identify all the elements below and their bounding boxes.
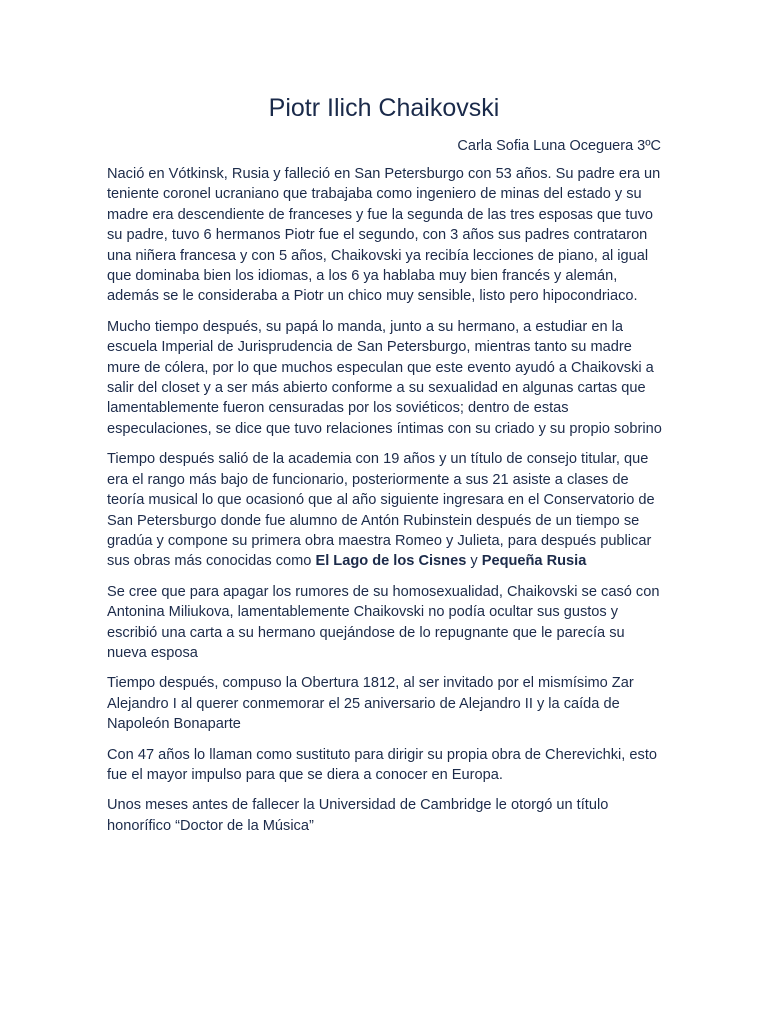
document-body — [107, 164, 667, 846]
author-line: Carla Sofia Luna Oceguera 3ºC — [457, 138, 661, 154]
document-title: Piotr Ilich Chaikovski — [268, 94, 500, 122]
paragraph-6: Con 47 años lo llaman como sustituto para dirigir su propia obra de Cherevichki, esto fue el mayor impulso para que se diera a conocer en Europa. — [107, 746, 657, 783]
paragraph-3 — [107, 449, 667, 571]
paragraph-2: Mucho tiempo después, su papá lo manda, junto a su hermano, a estudiar en la escuela Imperial de Jurisprudencia de San Petersburgo, mientras tanto su madre mure de cólera, por lo que muchos especulan que este evento ayudó a Chaikovski a salir del closet y a ser más abierto conforme a su sexualidad en algunas cartas que lamentablemente fueron censuradas por los soviéticos; dentro de estas especulaciones, se dice que tuvo relaciones íntimas con su criado y su propio sobrino — [107, 318, 662, 437]
paragraph-7: Unos meses antes de fallecer la Universidad de Cambridge le otorgó un título honorífico “Doctor de la Música” — [107, 797, 609, 834]
paragraph-3-text: Tiempo después salió de la academia con 19 años y un título de consejo titular, que era el rango más bajo de funcionario, posteriormente a sus 21 asiste a clases de teoría musical lo que ocasionó que al año siguiente ingresara en el Conservatorio de San Petersburgo donde fue alumno de Antón Rubinstein después de un tiempo se gradúa y compone su primera obra maestra Romeo y Julieta, para después publicar sus obras más conocidas como — [107, 451, 655, 570]
work-title-little-russia: Pequeña Rusia — [481, 553, 587, 570]
work-title-swan-lake: El Lago de los Cisnes — [315, 553, 467, 570]
paragraph-1: Nació en Vótkinsk, Rusia y falleció en San Petersburgo con 53 años. Su padre era un teniente coronel ucraniano que trabajaba como ingeniero de minas del estado y su madre era descendiente de franceses y fue la segunda de las tres esposas que tuvo su padre, tuvo 6 hermanos Piotr fue el segundo, con 3 años sus padres contrataron una niñera francesa y con 5 años, Chaikovski ya recibía lecciones de piano, al igual que dominaba bien los idiomas, a los 6 ya hablaba muy bien francés y alemán, además se le consideraba a Piotr un chico muy sensible, listo pero hipocondriaco. — [107, 166, 661, 305]
paragraph-5: Tiempo después, compuso la Obertura 1812, al ser invitado por el mismísimo Zar Alejandro I al querer conmemorar el 25 aniversario de Alejandro II y la caída de Napoleón Bonaparte — [107, 675, 634, 733]
paragraph-4: Se cree que para apagar los rumores de su homosexualidad, Chaikovski se casó con Antonina Miliukova, lamentablemente Chaikovski no podía ocultar sus gustos y escribió una carta a su hermano quejándose de lo repugnante que le parecía su nueva esposa — [107, 583, 660, 661]
paragraph-3-connector: y — [466, 553, 482, 570]
